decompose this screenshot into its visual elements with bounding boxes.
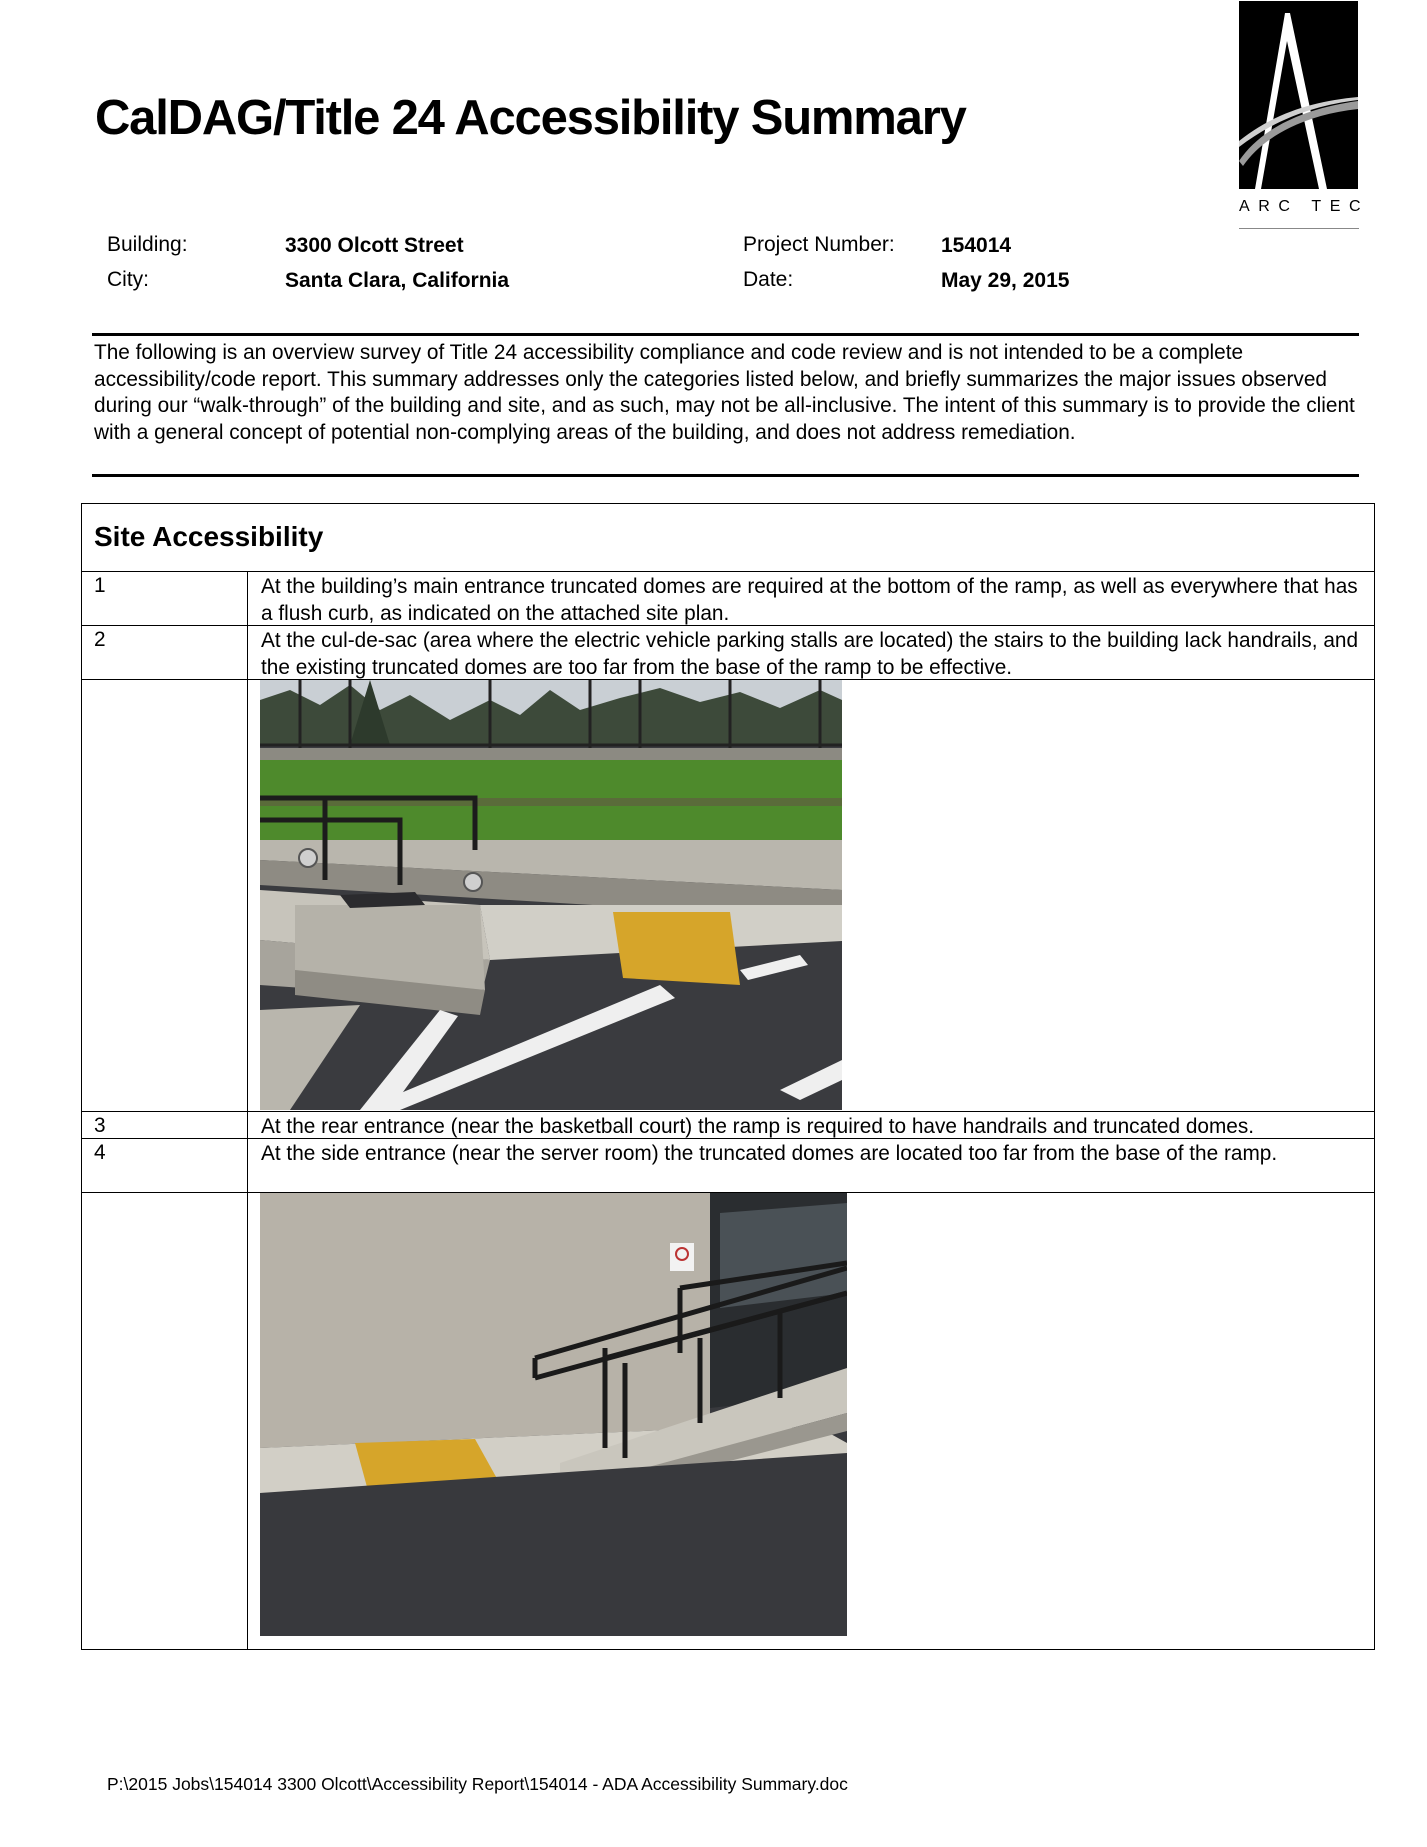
building-value: 3300 Olcott Street: [285, 234, 464, 257]
arc-tec-logo: [1239, 1, 1358, 189]
row-number: 1: [94, 574, 106, 597]
row-text: At the rear entrance (near the basketball court) the ramp is required to have handrails and truncated domes.: [261, 1115, 1255, 1138]
logo-caption: ARC TEC: [1239, 198, 1370, 215]
row-text: At the side entrance (near the server room) the truncated domes are located too far from the base of the ramp.: [261, 1142, 1278, 1165]
section-heading: Site Accessibility: [94, 521, 324, 552]
table-column-rule: [247, 571, 248, 1649]
date-value: May 29, 2015: [941, 269, 1070, 292]
project-number-value: 154014: [941, 234, 1012, 257]
intro-paragraph: The following is an overview survey of Title 24 accessibility compliance and code review and is not intended to be a complete accessibility/code report. This summary addresses only the categories listed below, and briefly summarizes the major issues observed during our “walk-through” of the building and site, and as such, may not be all-inclusive. The intent of this summary is to provide the client with a general concept of potential non-complying areas of the building, and does not address remediation.: [94, 341, 1355, 444]
table-rule: [81, 571, 1375, 572]
logo-rule: [1239, 228, 1359, 229]
row-number: 3: [94, 1114, 106, 1137]
row-text: At the cul-de-sac (area where the electric vehicle parking stalls are located) the stairs to the building lack handrails, and the existing truncated domes are too far from the base of the ramp to be effective.: [261, 629, 1359, 679]
intro-top-rule: [92, 333, 1359, 336]
intro-bottom-rule: [92, 474, 1359, 477]
row-text: At the building’s main entrance truncated domes are required at the bottom of the ramp, as well as everywhere that has a flush curb, as indicated on the attached site plan.: [261, 575, 1358, 625]
row-number: 4: [94, 1141, 106, 1164]
logo-mark-icon: [1239, 1, 1358, 189]
document-title: CalDAG/Title 24 Accessibility Summary: [95, 91, 966, 145]
row-number: 2: [94, 628, 106, 651]
side-entrance-ramp-photo: [260, 1193, 847, 1636]
city-value: Santa Clara, California: [285, 269, 510, 292]
cul-de-sac-ramp-photo: [260, 680, 842, 1110]
project-number-label: Project Number:: [743, 233, 895, 256]
table-rule: [81, 1111, 1375, 1112]
file-path-footer: P:\2015 Jobs\154014 3300 Olcott\Accessibility Report\154014 - ADA Accessibility Summary.doc: [107, 1774, 848, 1794]
city-label: City:: [107, 268, 149, 291]
building-label: Building:: [107, 233, 188, 256]
date-label: Date:: [743, 268, 794, 291]
